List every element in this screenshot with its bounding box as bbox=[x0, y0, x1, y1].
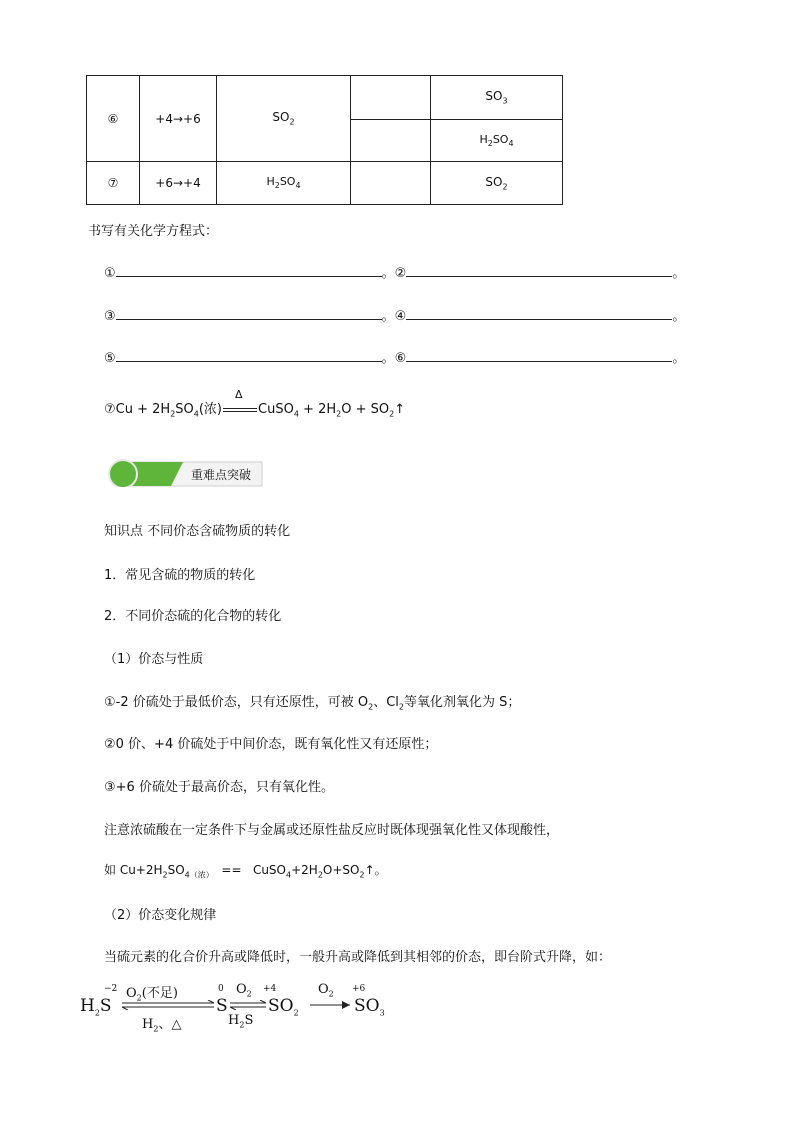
text: ↑。 bbox=[364, 863, 387, 877]
formula-text: SO bbox=[354, 996, 380, 1016]
eq-text: O + SO bbox=[341, 402, 390, 417]
text: O+SO bbox=[322, 863, 360, 877]
so3-formula bbox=[354, 996, 385, 1017]
blank-row-2 bbox=[104, 305, 685, 324]
substance-text: SO bbox=[272, 110, 290, 125]
gas-arrow: ↑ bbox=[394, 402, 406, 417]
reagent: H bbox=[228, 1013, 240, 1028]
eq-number: 。④ bbox=[381, 309, 407, 324]
empty-cell bbox=[351, 162, 431, 205]
forward-arrow-icon bbox=[308, 1000, 352, 1010]
equilibrium-arrow-1 bbox=[120, 1000, 216, 1010]
subscript: 2 bbox=[336, 409, 342, 419]
valence-text: +4→+6 bbox=[155, 111, 201, 126]
product-text: SO bbox=[492, 132, 509, 146]
valence-text: +6→+4 bbox=[155, 176, 201, 190]
product-cell bbox=[431, 76, 563, 120]
formula-text: SO bbox=[268, 996, 294, 1016]
paragraph: 注意浓硫酸在一定条件下与金属或还原性盐反应时既体现强氧化性又体现酸性， bbox=[104, 823, 560, 838]
text: 、Cl bbox=[373, 695, 399, 710]
subscript: 2 bbox=[398, 702, 405, 712]
subscript: 2 bbox=[389, 409, 395, 419]
equation-7 bbox=[104, 388, 406, 419]
answer-blank[interactable] bbox=[116, 347, 382, 362]
paragraph bbox=[104, 691, 520, 712]
paragraph: （1）价态与性质 bbox=[104, 652, 204, 667]
subscript: 4 bbox=[295, 181, 301, 191]
answer-blank[interactable] bbox=[406, 262, 672, 277]
eq-number: ① bbox=[104, 266, 116, 281]
subscript: 2 bbox=[136, 993, 142, 1003]
blank-row-1 bbox=[104, 262, 685, 281]
product-cell bbox=[431, 120, 563, 162]
arrow1-bottom-label bbox=[142, 1013, 181, 1034]
sulfur-scheme bbox=[80, 982, 400, 1032]
valence-cell bbox=[140, 76, 217, 162]
paragraph: 当硫元素的化合价升高或降低时，一般升高或降低到其相邻的价态，即台阶式升降，如： bbox=[104, 950, 612, 965]
valence-cell bbox=[140, 162, 217, 205]
knowledge-point: 知识点 不同价态含硫物质的转化 bbox=[104, 524, 291, 539]
period: 。 bbox=[672, 266, 686, 281]
formula-text: H bbox=[80, 996, 95, 1016]
equals-sign bbox=[223, 408, 257, 412]
subscript: 2 bbox=[246, 989, 252, 999]
product-cell bbox=[431, 162, 563, 205]
text: == CuSO bbox=[213, 863, 286, 877]
row-num bbox=[87, 76, 140, 162]
subscript: 2 bbox=[368, 702, 374, 712]
eq-text: CuSO bbox=[258, 402, 294, 417]
paragraph: 1．常见含硫的物质的转化 bbox=[104, 568, 256, 583]
row-num-text: ⑥ bbox=[107, 111, 119, 126]
subscript: 2 bbox=[317, 870, 323, 880]
period: 。 bbox=[672, 309, 686, 324]
answer-blank[interactable] bbox=[116, 262, 382, 277]
product-text: SO bbox=[485, 174, 503, 189]
substance-text: H bbox=[266, 175, 275, 189]
paragraph: ②0 价、+4 价硫处于中间价态，既有氧化性又有还原性； bbox=[104, 737, 438, 752]
valence-table bbox=[86, 75, 563, 205]
text: ①-2 价硫处于最低价态，只有还原性，可被 O bbox=[104, 695, 369, 710]
subscript: 4 bbox=[508, 139, 514, 149]
reagent: H bbox=[142, 1017, 154, 1032]
reagent-note: 、△ bbox=[158, 1017, 182, 1032]
row-num bbox=[87, 162, 140, 205]
blank-row-3 bbox=[104, 347, 685, 366]
equations-heading: 书写有关化学方程式： bbox=[88, 224, 219, 239]
text: 如 Cu+2H bbox=[104, 863, 163, 877]
answer-blank[interactable] bbox=[406, 347, 672, 362]
badge-label: 重难点突破 bbox=[191, 468, 252, 482]
reagent: O bbox=[126, 986, 137, 1001]
answer-blank[interactable] bbox=[116, 305, 382, 320]
paragraph: 2．不同价态硫的化合物的转化 bbox=[104, 609, 282, 624]
paragraph: （2）价态变化规律 bbox=[104, 908, 217, 923]
eq-text: SO bbox=[175, 402, 194, 417]
paragraph: ③+6 价硫处于最高价态，只有氧化性。 bbox=[104, 780, 334, 795]
subscript: 4 bbox=[286, 870, 292, 880]
subscript: 2 bbox=[328, 989, 334, 999]
formula-text: S bbox=[99, 996, 112, 1016]
eq-number: ⑦ bbox=[104, 402, 116, 417]
reagent: O bbox=[318, 982, 329, 997]
valence-label: −2 bbox=[104, 984, 118, 994]
badge-circle-icon bbox=[109, 460, 137, 487]
equilibrium-arrow-2 bbox=[228, 1000, 268, 1010]
reagent: S bbox=[244, 1013, 254, 1028]
eq-text: Cu + 2H bbox=[115, 402, 171, 417]
eq-number: 。⑥ bbox=[381, 351, 407, 366]
text: 等氧化剂氧化为 S； bbox=[404, 695, 521, 710]
subscript: 2 bbox=[94, 1008, 100, 1018]
row-num-text: ⑦ bbox=[107, 176, 119, 190]
subscript: 2 bbox=[162, 870, 168, 880]
subscript: 2 bbox=[359, 870, 365, 880]
eq-number: ③ bbox=[104, 309, 116, 324]
valence-label: +6 bbox=[352, 984, 366, 994]
answer-blank[interactable] bbox=[406, 305, 672, 320]
subscript: 2 bbox=[289, 117, 295, 127]
subscript: 4 bbox=[193, 409, 199, 419]
arrow2-bottom-label bbox=[228, 1013, 253, 1030]
valence-label: +4 bbox=[263, 984, 277, 994]
substance-text: SO bbox=[279, 175, 296, 189]
subscript: 2 bbox=[170, 409, 176, 419]
empty-cell bbox=[351, 120, 431, 162]
subscript: 2 bbox=[274, 181, 280, 191]
subscript: 3 bbox=[502, 96, 508, 106]
valence-label: 0 bbox=[218, 984, 224, 994]
subscript: 2 bbox=[487, 139, 493, 149]
product-text: H bbox=[479, 132, 488, 146]
text: +2H bbox=[291, 863, 318, 877]
heat-condition: Δ bbox=[235, 388, 243, 401]
empty-cell bbox=[351, 76, 431, 120]
arrow3-top-label bbox=[318, 982, 334, 999]
eq-number: 。② bbox=[381, 266, 407, 281]
paragraph bbox=[104, 861, 387, 880]
eq-number: ⑤ bbox=[104, 351, 116, 366]
product-text: SO bbox=[485, 89, 503, 104]
subscript: 2 bbox=[293, 1008, 299, 1018]
subscript: 2 bbox=[239, 1020, 245, 1030]
substance-cell bbox=[217, 162, 351, 205]
subscript: 4 bbox=[184, 870, 190, 880]
subscript: 4 bbox=[293, 409, 299, 419]
eq-text: + 2H bbox=[298, 402, 337, 417]
reagent-note: (不足) bbox=[141, 986, 178, 1001]
reagent: O bbox=[236, 982, 247, 997]
sulfur-formula: S bbox=[216, 996, 228, 1016]
eq-text: (浓) bbox=[198, 402, 223, 417]
period: 。 bbox=[672, 351, 686, 366]
h2s-formula bbox=[80, 996, 112, 1017]
subscript: 3 bbox=[379, 1008, 385, 1018]
subscript: 2 bbox=[502, 182, 508, 192]
substance-cell bbox=[217, 76, 351, 162]
arrow2-top-label bbox=[236, 982, 252, 999]
subscript: 2 bbox=[153, 1024, 159, 1034]
heat-arrow bbox=[222, 388, 258, 417]
text: SO bbox=[167, 863, 185, 877]
subscript: （浓） bbox=[189, 870, 214, 880]
so2-formula bbox=[268, 996, 299, 1017]
